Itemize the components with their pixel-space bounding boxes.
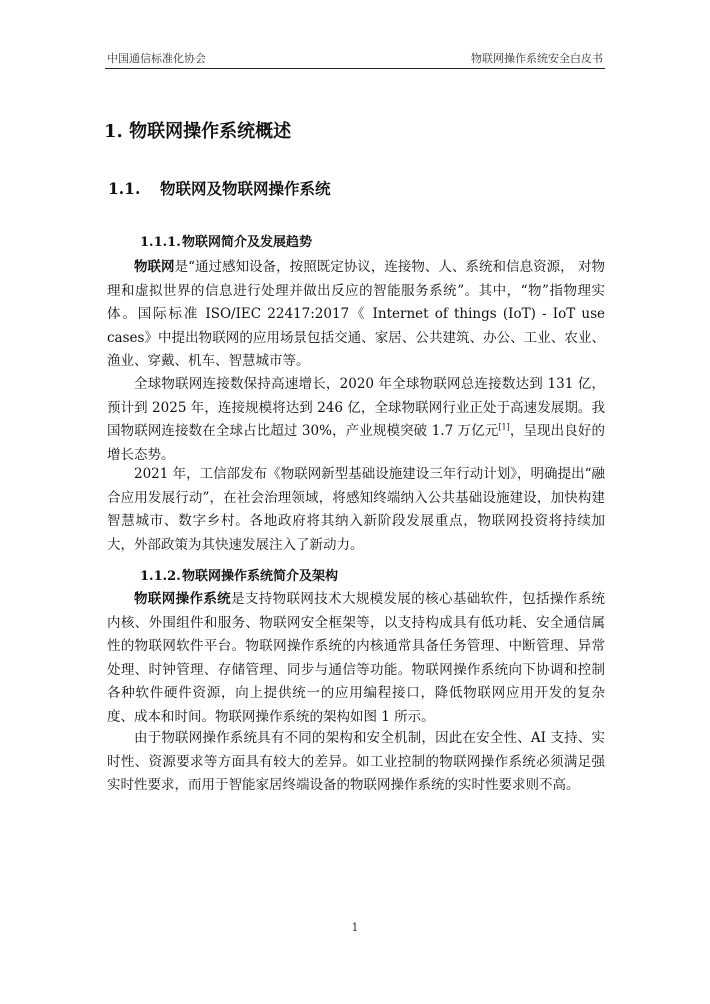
iot-growth-paragraph: [107, 373, 605, 467]
iot-os-term: 物联网操作系统: [134, 591, 232, 607]
iot-definition-text: 是“通过感知设备，按照既定协议，连接物、人、系统和信息资源， 对物理和虚拟世界的信息进行处理并做出反应的智能服务系统”。其中，“物”指物理实体。国际标准 ISO/IEC 22417:2017《 Internet of things (IoT) - IoT use cases》中提出物联网的应用场景包括交通、家居、公共建筑、办公、工业、农业、渔业、穿戴、机车、智慧城市等。: [107, 259, 605, 370]
iot-term: 物联网: [134, 259, 175, 275]
section-1-1-1-number: 1.1.1.: [140, 235, 181, 250]
iot-definition-paragraph: [107, 256, 605, 374]
section-1-1-2-heading: [140, 565, 338, 584]
header-doc-title: 物联网操作系统安全白皮书: [471, 52, 603, 65]
section-1-1-2-number: 1.1.2.: [140, 569, 181, 584]
iot-os-differences-paragraph: 由于物联网操作系统具有不同的架构和安全机制，因此在安全性、AI 支持、实时性、资源要求等方面具有较大的差异。如工业控制的物联网操作系统必须满足强实时性要求，而用于智能家居终端设备的物联网操作系统的实时性要求则不高。: [107, 730, 605, 794]
section-1-number: 1.: [104, 121, 123, 142]
page-header: [105, 46, 605, 69]
section-1-1-number: 1.1.: [108, 179, 141, 198]
section-1-title: 物联网操作系统概述: [129, 121, 292, 142]
iot-growth-text: 全球物联网连接数保持高速增长，2020 年全球物联网总连接数达到 131 亿，预计到 2025 年，连接规模将达到 246 亿，全球物联网行业正处于高速发展期。我国物联网连接数在全球占比超过 30%，产业规模突破 1.7 万亿元: [107, 376, 605, 440]
section-1-heading: [104, 117, 291, 143]
section-1-1-2-title: 物联网操作系统简介及架构: [182, 569, 339, 584]
section-1-1-1-title: 物联网简介及发展趋势: [182, 235, 313, 250]
iot-policy-paragraph: 2021 年，工信部发布《物联网新型基础设施建设三年行动计划》，明确提出“融合应用发展行动”，在社会治理领域，将感知终端纳入公共基础设施建设，加快构建智慧城市、数字乡村。各地政府将其纳入新阶段发展重点，物联网投资将持续加大，外部政策为其快速发展注入了新动力。: [107, 466, 605, 553]
iot-growth-text-end: ，呈现出良好的增长态势。: [107, 423, 605, 463]
section-1-1-title: 物联网及物联网操作系统: [160, 179, 331, 198]
section-1-1-heading: [108, 177, 331, 199]
iot-os-definition-paragraph: [107, 588, 605, 730]
header-org-name: 中国通信标准化协会: [107, 52, 206, 65]
page-number: 1: [351, 921, 359, 934]
section-1-1-1-heading: [140, 231, 312, 250]
citation-ref: [1]: [498, 422, 510, 432]
iot-os-definition-text: 是支持物联网技术大规模发展的核心基础软件，包括操作系统内核、外围组件和服务、物联网安全框架等，以支持构成具有低功耗、安全通信属性的物联网软件平台。物联网操作系统的内核通常具备任务管理、中断管理、异常处理、时钟管理、存储管理、同步与通信等功能。物联网操作系统向下协调和控制各种软件硬件资源，向上提供统一的应用编程接口，降低物联网应用开发的复杂度、成本和时间。物联网操作系统的架构如图 1 所示。: [107, 591, 606, 725]
